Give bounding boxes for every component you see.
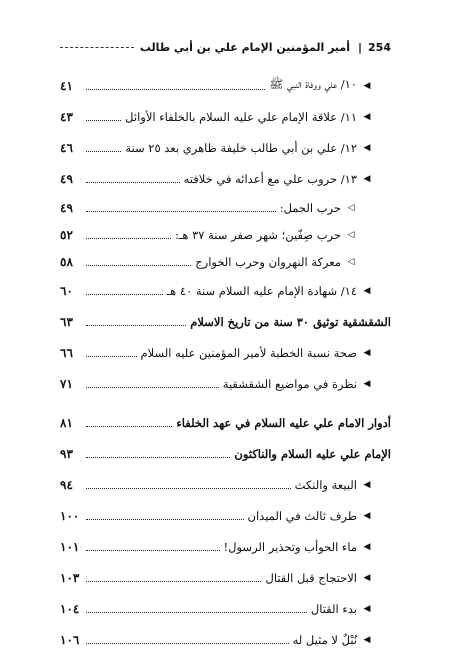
toc-entry[interactable] [60,562,391,593]
dot-leader [86,612,307,613]
page-number: 254 [368,40,391,54]
entry-page: ١٠٠ [60,508,80,523]
dot-leader [86,519,244,520]
entry-title: طرف ثالث في الميدان [247,508,357,523]
toc-entry[interactable] [60,469,391,500]
dot-leader [86,120,121,121]
dot-leader [86,488,291,489]
entry-title: ماء الحوأب وتحذير الرسول! [223,539,357,554]
entry-page: ٤١ [60,78,73,93]
entry-title: ١١/ علاقة الإمام علي عليه السلام بالخلفاء الأوائل [125,109,357,124]
entry-title: حرب الجمل: [279,200,341,215]
section-page: ٩٣ [60,446,73,461]
dot-leader [86,294,163,295]
filled-triangle-icon: ◀ [363,80,371,91]
filled-triangle-icon: ◀ [363,541,371,552]
table-of-contents [60,70,391,655]
toc-entry[interactable] [60,368,391,399]
entry-title: صحة نسبة الخطبة لأمير المؤمنين عليه السلام [140,345,357,360]
dot-leader [86,325,186,326]
entry-title: حرب صِفّين؛ شهر صفر سنة ٣٧ هـ: [175,227,341,242]
toc-entry[interactable] [60,275,391,306]
entry-page: ٥٨ [60,254,73,269]
toc-section-heading[interactable] [60,407,391,438]
entry-page: ٩٤ [60,477,73,492]
entry-title: البيعة والنكث [294,477,357,492]
outline-triangle-icon: ◁ [347,229,355,240]
dot-leader [86,211,276,212]
dot-leader [86,387,219,388]
entry-title: الاحتجاج قبل القتال [265,570,357,585]
section-page: ٦٣ [60,314,73,329]
outline-triangle-icon: ◁ [347,256,355,267]
filled-triangle-icon: ◀ [363,634,371,645]
entry-title: ١٤/ شهادة الإمام عليه السلام سنة ٤٠ هـ [166,283,357,298]
section-page: ٨١ [60,415,73,430]
book-title: أمير المؤمنين الإمام علي بن أبي طالب [139,40,350,54]
section-title: الإمام علي عليه السلام والناكثون [234,446,391,461]
entry-page: ٦٦ [60,345,73,360]
section-title: أدوار الامام علي عليه السلام في عهد الخلفاء [176,415,391,430]
toc-entry[interactable] [60,500,391,531]
entry-title: نُبْلٌ لا مثيل له [292,632,357,647]
running-header [60,38,391,56]
entry-page: ٧١ [60,376,73,391]
toc-entry[interactable] [60,132,391,163]
entry-title: ١٠/ علي ووفاة النبي ﷺ [269,77,357,91]
section-spacer [60,399,391,407]
dot-leader [86,426,172,427]
entry-page: ١٠٣ [60,570,80,585]
dot-leader [86,356,137,357]
toc-entry[interactable] [60,70,391,101]
filled-triangle-icon: ◀ [363,572,371,583]
filled-triangle-icon: ◀ [363,603,371,614]
toc-entry[interactable] [60,101,391,132]
toc-entry[interactable] [60,163,391,194]
dot-leader [86,182,180,183]
toc-entry[interactable] [60,531,391,562]
entry-title: معركة النهروان وحرب الخوارج [195,254,341,269]
dot-leader [86,238,171,239]
entry-title: نظرة في مواضيع الشقشقية [222,376,357,391]
entry-title: ١٢/ علي بن أبي طالب خليفة ظاهري بعد ٢٥ سنة [125,140,357,155]
toc-subentry[interactable] [60,194,391,221]
filled-triangle-icon: ◀ [363,378,371,389]
filled-triangle-icon: ◀ [363,285,371,296]
entry-page: ١٠٤ [60,601,80,616]
entry-page: ٥٢ [60,227,73,242]
toc-subentry[interactable] [60,221,391,248]
entry-page: ١٠٦ [60,632,80,647]
section-title: الشقشقية توثيق ٣٠ سنة من تاريخ الاسلام [190,314,391,329]
header-dashed-rule [60,47,134,48]
entry-page: ١٠١ [60,539,80,554]
dot-leader [86,457,230,458]
entry-page: ٤٦ [60,140,73,155]
toc-entry[interactable] [60,593,391,624]
entry-title: بدء القتال [310,601,357,616]
filled-triangle-icon: ◀ [363,510,371,521]
dot-leader [86,581,261,582]
dot-leader [86,550,220,551]
filled-triangle-icon: ◀ [363,142,371,153]
entry-page: ٦٠ [60,283,73,298]
outline-triangle-icon: ◁ [347,202,355,213]
dot-leader [86,265,191,266]
filled-triangle-icon: ◀ [363,111,371,122]
entry-page: ٤٩ [60,200,73,215]
filled-triangle-icon: ◀ [363,479,371,490]
toc-section-heading[interactable] [60,438,391,469]
toc-section-heading[interactable] [60,306,391,337]
filled-triangle-icon: ◀ [363,173,371,184]
dot-leader [86,643,289,644]
dot-leader [86,151,121,152]
filled-triangle-icon: ◀ [363,347,371,358]
toc-subentry[interactable] [60,248,391,275]
dot-leader [86,89,265,90]
entry-page: ٤٣ [60,109,73,124]
entry-title: ١٣/ حروب علي مع أعدائه في خلافته [183,171,357,186]
header-separator: | [358,40,363,54]
entry-page: ٤٩ [60,171,73,186]
toc-entry[interactable] [60,337,391,368]
